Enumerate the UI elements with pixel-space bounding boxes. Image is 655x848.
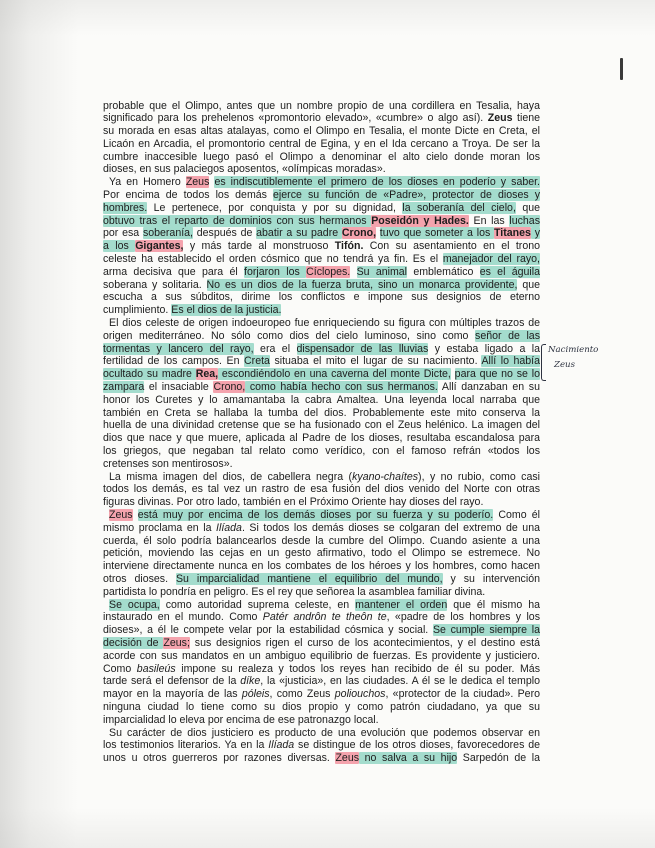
text-run: que él mismo ha bbox=[447, 598, 540, 611]
text-run: todos los demás, es tal vez un rastro de esa fusión del dios venido del Norte con otras bbox=[103, 483, 540, 496]
text-run: Su carácter de dios justiciero es producto de una evolución que podemos observar en bbox=[109, 726, 540, 739]
italic-text: kyano-chaítes bbox=[352, 470, 419, 483]
paragraph bbox=[103, 176, 540, 317]
green-highlighted-text: decisión de bbox=[103, 636, 164, 649]
text-run: que bbox=[517, 278, 540, 291]
text-run: , como Zeus bbox=[269, 688, 335, 701]
text-line bbox=[103, 752, 540, 765]
text-run: otros dioses. bbox=[103, 572, 176, 585]
text-run: como autoridad suprema celeste, en bbox=[159, 598, 356, 611]
text-run: petición, moviendo las cejas en un gesto afirmativo, todo el Olimpo se estremece. No bbox=[103, 547, 540, 560]
green-highlighted-text: Allí lo había bbox=[481, 355, 540, 368]
text-run: unos u otros guerreros por razones diversas. bbox=[103, 752, 336, 765]
text-run: En las bbox=[468, 214, 510, 227]
text-line bbox=[103, 714, 540, 727]
text-line bbox=[103, 458, 540, 471]
text-line bbox=[103, 560, 540, 573]
paragraph bbox=[103, 100, 540, 177]
text-run: ninguna ciudad lo tiene como su dios propio y como patrón ciudadano, ya que su bbox=[103, 700, 540, 713]
text-run: los testimonios literarios. Ya en la bbox=[103, 739, 269, 752]
italic-text: Patér andrôn te theôn te bbox=[262, 611, 387, 624]
pink-highlighted-text: Cíclopes. bbox=[306, 265, 351, 278]
green-highlighted-text: Es el dios de la justicia. bbox=[171, 304, 282, 317]
text-run: escucha a sus súbditos, dirime los conflictos e impone sus designios de eterno bbox=[103, 291, 540, 304]
text-run: cumplimiento. bbox=[103, 304, 172, 317]
text-line bbox=[103, 368, 540, 381]
text-run: dios que nace y que muere, aplicada al Padre de los dioses, resultaba escandalosa para bbox=[103, 432, 540, 445]
green-highlighted-text: y bbox=[530, 227, 540, 240]
text-line bbox=[103, 611, 540, 624]
pink-highlighted-text: Zeus bbox=[335, 752, 360, 765]
text-run: se distingue de los otros dioses, favorecedores de bbox=[294, 739, 540, 752]
text-line bbox=[103, 650, 540, 663]
italic-text: póleis bbox=[241, 688, 270, 701]
pink-highlighted-text: Zeus; bbox=[163, 636, 190, 649]
text-line bbox=[103, 637, 540, 650]
paragraph bbox=[103, 317, 540, 471]
scan-edge-mark bbox=[620, 58, 623, 80]
green-highlighted-text: Se ocupa, bbox=[109, 598, 160, 611]
text-line bbox=[103, 189, 540, 202]
text-run: sus designios rigen el curso de los acontecimientos, y el destino está bbox=[189, 636, 540, 649]
text-line bbox=[103, 688, 540, 701]
text-line bbox=[103, 701, 540, 714]
green-highlighted-text: soberanía, bbox=[142, 227, 193, 240]
green-highlighted-text: Creta bbox=[244, 355, 270, 368]
text-run: Allí danzaban en su bbox=[437, 381, 540, 394]
text-run: y su intervención bbox=[442, 572, 540, 585]
pink-highlighted-text: Zeus bbox=[109, 509, 133, 521]
text-line bbox=[103, 739, 540, 752]
green-highlighted-text: a los bbox=[103, 240, 136, 253]
green-highlighted-text: la soberanía del cielo, bbox=[402, 201, 516, 214]
text-run: que bbox=[515, 201, 540, 214]
text-line bbox=[103, 394, 540, 407]
text-run: Como él bbox=[493, 509, 540, 521]
pink-highlighted-text: Crono, bbox=[341, 227, 377, 240]
text-line bbox=[103, 304, 540, 317]
text-run: significado para los prehelenos «promontorio elevado», «cumbre» o algo así). bbox=[103, 112, 488, 125]
text-run: arma decisiva que para él bbox=[103, 265, 245, 278]
text-run: tiene bbox=[512, 112, 540, 125]
text-run: , «protector de la ciudad». Pero bbox=[385, 688, 540, 701]
text-run: después de bbox=[193, 227, 257, 240]
text-run: impone su realeza y todos los reyes han recibido de él su poder. Más bbox=[175, 662, 540, 675]
text-run: los griegos, que negaban tal relato como verídico, con el famoso refrán «todos los bbox=[103, 445, 540, 458]
text-run: mismo proclama en la bbox=[103, 521, 217, 534]
text-run: probable que el Olimpo, antes que un nombre propio de una cordillera en Tesalia, haya bbox=[103, 99, 540, 112]
text-run: y más tarde al monstruoso bbox=[183, 240, 335, 253]
green-highlighted-text: para que no se lo bbox=[454, 368, 540, 381]
text-line bbox=[103, 483, 540, 496]
green-highlighted-text: Se cumple siempre la bbox=[432, 624, 540, 637]
text-run bbox=[133, 509, 138, 521]
text-run: huella de una divinidad cretense que se ha fusionado con el Zeus helénico. La imagen del bbox=[103, 419, 540, 432]
text-line bbox=[103, 227, 540, 240]
pink-highlighted-text: Gigantes, bbox=[135, 240, 184, 253]
bold-text: Zeus bbox=[487, 112, 513, 125]
text-run: Como bbox=[103, 662, 137, 675]
green-highlighted-text: ocultado su madre bbox=[103, 368, 196, 381]
margin-note-line: Zeus bbox=[554, 360, 576, 370]
margin-note-line: Nacimiento bbox=[548, 345, 599, 355]
green-highlighted-text: tuvo que someter a los bbox=[379, 227, 495, 240]
bold-text: Tifón. bbox=[334, 240, 364, 253]
text-run: Licaón en Arcadia, el promontorio central de Egina, y en el Ida cercano a Troya. De ser la bbox=[103, 137, 540, 150]
text-line bbox=[103, 163, 540, 176]
text-run: también en Creta se hallaba la tumba del dios. Probablemente este mito conserva la bbox=[103, 406, 540, 419]
text-run: . Si todos los demás dioses se colgaran del extremo de una bbox=[241, 521, 540, 534]
text-line bbox=[103, 291, 540, 304]
text-run: , «padre de los hombres y los bbox=[386, 611, 540, 624]
text-line bbox=[103, 663, 540, 676]
green-highlighted-text: mantener el orden bbox=[355, 598, 448, 611]
text-line bbox=[103, 547, 540, 560]
text-line bbox=[103, 509, 540, 522]
text-run: origen mediterráneo. No sólo como dios del cielo luminoso, sino como bbox=[103, 329, 476, 342]
text-line bbox=[103, 419, 540, 432]
text-line bbox=[103, 112, 540, 125]
text-run: La misma imagen del dios, de cabellera negra ( bbox=[109, 470, 353, 483]
text-line bbox=[103, 138, 540, 151]
text-line bbox=[103, 727, 540, 740]
bracket-mark bbox=[541, 344, 546, 381]
text-line bbox=[103, 125, 540, 138]
text-run: celeste ha establecido el orden cósmico que no tendrá ya fin. Es el bbox=[103, 253, 443, 266]
text-run bbox=[350, 266, 356, 278]
text-run: dioses», a él le compete velar por la estabilidad cósmica y social. bbox=[103, 624, 433, 637]
pink-highlighted-text: Poseidón y Hades. bbox=[371, 214, 469, 227]
green-highlighted-text: forjaron los bbox=[244, 265, 307, 278]
text-line bbox=[103, 599, 540, 612]
green-highlighted-text: obtuvo tras el reparto de dominios con sus hermanos bbox=[103, 214, 372, 227]
text-run: era el bbox=[253, 342, 297, 355]
text-run: honor los Curetes y lo amamantaba la cabra Amaltea. Una leyenda local narraba que bbox=[103, 393, 540, 406]
italic-text: Ilíada bbox=[216, 521, 242, 534]
green-highlighted-text: está muy por encima de los demás dioses por su fuerza y su poderío. bbox=[137, 509, 494, 521]
green-highlighted-text: zampara bbox=[103, 381, 145, 394]
document-body bbox=[103, 100, 540, 765]
text-run: fertilidad de los campos. En bbox=[103, 355, 245, 368]
green-highlighted-text: no salva a su hijo bbox=[359, 752, 458, 765]
text-run: cuerda, él solo podría balancearlos desde la cumbre del Olimpo. Cuando asiente a una bbox=[103, 534, 540, 547]
text-run: Le pertenece, por conquista y por su dignidad, bbox=[147, 201, 403, 214]
text-line bbox=[103, 202, 540, 215]
pink-highlighted-text: Rea, bbox=[195, 368, 219, 381]
text-run: cretenses son mentirosos». bbox=[103, 457, 233, 470]
italic-text: Ilíada bbox=[268, 739, 295, 752]
text-run: dioses, en sus palaciegos aposentos, «olímpicas moradas». bbox=[103, 163, 386, 176]
text-line bbox=[103, 522, 540, 535]
italic-text: díke bbox=[240, 675, 261, 688]
text-run: y estaba ligado a la bbox=[428, 342, 540, 355]
text-line bbox=[103, 471, 540, 484]
paragraph bbox=[103, 599, 540, 727]
green-highlighted-text: hombres. bbox=[103, 201, 148, 214]
text-run: imparcialidad lo eleva por encima de ese patronazgo local. bbox=[103, 713, 379, 726]
text-run: Por encima de todos los demás bbox=[103, 189, 274, 202]
text-run: Con su asentamiento en el trono bbox=[363, 240, 540, 253]
paragraph bbox=[103, 509, 540, 599]
text-run: situaba el mito el lugar de su nacimiento. bbox=[269, 355, 482, 368]
text-line bbox=[103, 535, 540, 548]
text-line bbox=[103, 675, 540, 688]
text-run: su morada en esas altas atalayas, como el Olimpo en Tesalia, el monte Dicte en Creta, el bbox=[103, 125, 540, 138]
text-run: , la «justicia», en las ciudades. A él se le dedica el templo bbox=[260, 675, 540, 688]
text-run: por esa bbox=[103, 227, 143, 240]
text-line bbox=[103, 100, 540, 113]
text-line bbox=[103, 381, 540, 394]
text-run: mayor en la mayoría de las bbox=[103, 688, 242, 701]
text-line bbox=[103, 151, 540, 164]
text-run: acorde con sus mandatos en un ambiguo equilibrio de fuerzas. Es providente y justiciero. bbox=[103, 649, 540, 662]
text-run: emblemático bbox=[407, 265, 480, 278]
text-run: Ya en Homero bbox=[109, 176, 186, 189]
text-line bbox=[103, 445, 540, 458]
green-highlighted-text: es el águila bbox=[479, 265, 540, 278]
text-line bbox=[103, 343, 540, 356]
text-run: soberana y solitaria. bbox=[103, 278, 207, 291]
green-highlighted-text: escondiéndolo en una caverna del monte Dicte, bbox=[218, 368, 451, 381]
text-line bbox=[103, 586, 540, 599]
italic-text: basileús bbox=[136, 662, 176, 675]
green-highlighted-text: Su animal bbox=[356, 265, 408, 278]
text-line bbox=[103, 215, 540, 228]
text-line bbox=[103, 432, 540, 445]
text-line bbox=[103, 624, 540, 637]
text-run: partidista lo pondría en peligro. Es el rey que señorea la asamblea familiar divina. bbox=[103, 585, 486, 598]
text-line bbox=[103, 279, 540, 292]
green-highlighted-text: luchas bbox=[509, 214, 540, 227]
pink-highlighted-text: Titanes bbox=[494, 227, 531, 240]
text-line bbox=[103, 407, 540, 420]
text-line bbox=[103, 317, 540, 330]
text-line bbox=[103, 176, 540, 189]
green-highlighted-text: abatir a su padre bbox=[256, 227, 342, 240]
paragraph bbox=[103, 727, 540, 765]
text-line bbox=[103, 266, 540, 279]
text-run: figuras divinas. Por otro lado, también en el Próximo Oriente hay dioses del rayo. bbox=[103, 496, 484, 509]
green-highlighted-text: señor de las bbox=[475, 329, 540, 342]
text-line bbox=[103, 240, 540, 253]
italic-text: poliouchos bbox=[334, 688, 386, 701]
green-highlighted-text: manejador del rayo, bbox=[442, 253, 540, 266]
text-run: el insaciable bbox=[144, 381, 214, 394]
pink-highlighted-text: Crono, bbox=[213, 381, 246, 394]
text-line bbox=[103, 496, 540, 509]
text-line bbox=[103, 573, 540, 586]
green-highlighted-text: ejerce su función de «Padre», protector de dioses y bbox=[273, 189, 540, 202]
green-highlighted-text: es indiscutiblemente el primero de los dioses en poderío y saber. bbox=[214, 176, 540, 189]
text-run: ), y no rubio, como casi bbox=[418, 470, 540, 483]
green-highlighted-text: tormentas y lancero del rayo, bbox=[103, 342, 254, 355]
text-line bbox=[103, 355, 540, 368]
green-highlighted-text: como había hecho con sus hermanos. bbox=[245, 381, 438, 394]
text-run: Sarpedón de la bbox=[457, 752, 540, 765]
text-run: cumbre inaccesible luego pasó el Olimpo a denominar el alto cielo donde moran los bbox=[103, 150, 540, 163]
pink-highlighted-text: Zeus bbox=[185, 176, 210, 189]
green-highlighted-text: No es un dios de la fuerza bruta, sino un monarca providente, bbox=[206, 278, 518, 291]
paragraph bbox=[103, 471, 540, 509]
text-run: tarde será el defensor de la bbox=[103, 675, 241, 688]
text-run: instaurado en el mundo. Como bbox=[103, 611, 263, 624]
green-highlighted-text: Su imparcialidad mantiene el equilibrio del mundo, bbox=[175, 572, 443, 585]
green-highlighted-text: dispensador de las lluvias bbox=[296, 342, 429, 355]
text-line bbox=[103, 330, 540, 343]
text-run: interviene directamente nunca en los combates de los héroes y los hombres, como hacen bbox=[103, 560, 540, 573]
text-run: El dios celeste de origen indoeuropeo fue enriqueciendo su figura con múltiples trazos de bbox=[109, 317, 540, 330]
text-line bbox=[103, 253, 540, 266]
